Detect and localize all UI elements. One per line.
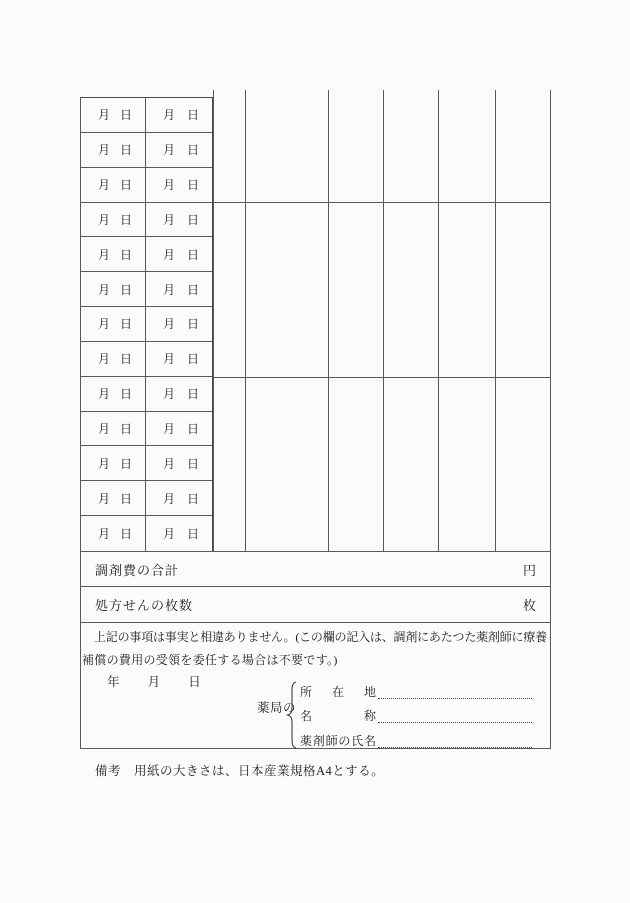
- pharmacy-field-row: [300, 709, 532, 723]
- month-day-cell: [146, 377, 212, 411]
- day-label: 日: [119, 247, 132, 262]
- month-day-row: [81, 516, 212, 551]
- dotted-fill-line: [378, 708, 532, 723]
- month-label: 月: [163, 143, 176, 158]
- table-vline: [495, 90, 496, 552]
- day-label: 日: [186, 143, 199, 158]
- month-day-cell: [81, 446, 146, 480]
- month-label: 月: [163, 108, 176, 123]
- month-day-row: [81, 237, 212, 272]
- month-label: 月: [163, 178, 176, 193]
- dispensing-fee-total-label: 調剤費の合計: [95, 562, 180, 578]
- month-label: 月: [98, 456, 111, 471]
- month-day-cell: [81, 412, 146, 446]
- declaration-cell: [80, 623, 551, 748]
- month-label: 月: [163, 282, 176, 297]
- month-label: 月: [147, 675, 161, 689]
- day-label: 日: [186, 352, 199, 367]
- month-day-table: [80, 97, 213, 552]
- pharmacy-field-label: 薬剤師の氏名: [300, 734, 376, 748]
- left-brace-icon: [286, 681, 298, 753]
- month-day-cell: [81, 342, 146, 376]
- month-day-cell: [81, 133, 146, 167]
- day-label: 日: [186, 178, 199, 193]
- month-label: 月: [163, 422, 176, 437]
- day-label: 日: [119, 422, 132, 437]
- dotted-fill-line: [378, 733, 532, 748]
- day-label: 日: [186, 527, 199, 542]
- day-label: 日: [119, 387, 132, 402]
- day-label: 日: [186, 491, 199, 506]
- month-label: 月: [98, 527, 111, 542]
- month-label: 月: [98, 491, 111, 506]
- month-day-cell: [146, 133, 212, 167]
- month-day-row: [81, 203, 212, 238]
- day-label: 日: [188, 675, 201, 689]
- day-label: 日: [119, 317, 132, 332]
- month-day-row: [81, 133, 212, 168]
- declaration-line-1: 上記の事項は事実と相違ありません。(この欄の記入は、調剤にあたつた薬剤師に療養: [94, 630, 547, 644]
- day-label: 日: [186, 422, 199, 437]
- month-day-row: [81, 168, 212, 203]
- month-label: 月: [163, 247, 176, 262]
- month-label: 月: [163, 456, 176, 471]
- month-day-cell: [146, 412, 212, 446]
- day-label: 日: [119, 282, 132, 297]
- month-label: 月: [163, 317, 176, 332]
- month-day-cell: [81, 98, 146, 132]
- pharmacy-fields: [300, 623, 532, 748]
- prescription-count-label: 処方せんの枚数: [95, 597, 194, 613]
- month-label: 月: [163, 527, 176, 542]
- day-label: 日: [119, 527, 132, 542]
- month-label: 月: [98, 178, 111, 193]
- month-day-cell: [146, 342, 212, 376]
- month-label: 月: [163, 212, 176, 227]
- table-vline: [213, 90, 214, 552]
- day-label: 日: [186, 212, 199, 227]
- month-label: 月: [163, 387, 176, 402]
- month-label: 月: [98, 108, 111, 123]
- month-day-cell: [146, 307, 212, 341]
- month-day-cell: [81, 168, 146, 202]
- month-day-cell: [146, 446, 212, 480]
- month-day-cell: [81, 377, 146, 411]
- month-day-cell: [146, 98, 212, 132]
- month-label: 月: [98, 387, 111, 402]
- month-day-row: [81, 342, 212, 377]
- day-label: 日: [186, 282, 199, 297]
- pharmacy-field-label: 名称: [300, 709, 376, 723]
- table-vline: [328, 90, 329, 552]
- table-hline: [213, 202, 551, 203]
- pharmacy-prefix-label: 薬局の: [257, 701, 297, 715]
- month-day-cell: [81, 203, 146, 237]
- remark-text: 用紙の大きさは、日本産業規格A4とする。: [134, 764, 385, 778]
- month-day-cell: [81, 516, 146, 551]
- sheet-unit-label: 枚: [522, 597, 537, 613]
- pharmacy-field-row: [300, 685, 532, 699]
- month-day-row: [81, 98, 212, 133]
- day-label: 日: [186, 247, 199, 262]
- month-day-row: [81, 377, 212, 412]
- month-day-cell: [81, 307, 146, 341]
- month-day-cell: [146, 516, 212, 551]
- yen-unit-label: 円: [522, 562, 537, 578]
- pharmacy-field-row: [300, 734, 532, 748]
- day-label: 日: [119, 178, 132, 193]
- table-vline: [245, 90, 246, 552]
- month-day-row: [81, 481, 212, 516]
- month-day-cell: [81, 481, 146, 515]
- month-label: 月: [98, 143, 111, 158]
- day-label: 日: [186, 456, 199, 471]
- month-day-cell: [81, 272, 146, 306]
- month-label: 月: [98, 212, 111, 227]
- month-day-cell: [146, 272, 212, 306]
- table-vline: [438, 90, 439, 552]
- day-label: 日: [186, 108, 199, 123]
- day-label: 日: [119, 143, 132, 158]
- month-label: 月: [163, 352, 176, 367]
- day-label: 日: [119, 108, 132, 123]
- dispensing-fee-total-row: [80, 552, 551, 586]
- day-label: 日: [119, 212, 132, 227]
- month-day-cell: [146, 203, 212, 237]
- form-table: [80, 90, 551, 749]
- year-label: 年: [107, 675, 120, 689]
- month-day-cell: [146, 168, 212, 202]
- month-label: 月: [98, 282, 111, 297]
- month-day-cell: [81, 237, 146, 271]
- table-bottom-border: [80, 748, 551, 749]
- pharmacy-field-label: 所在地: [300, 685, 376, 699]
- month-label: 月: [98, 422, 111, 437]
- table-vline: [383, 90, 384, 552]
- remark-label: 備考: [95, 764, 122, 778]
- month-label: 月: [163, 491, 176, 506]
- month-day-row: [81, 446, 212, 481]
- day-label: 日: [119, 352, 132, 367]
- table-hline: [213, 377, 551, 378]
- month-day-cell: [146, 237, 212, 271]
- month-label: 月: [98, 247, 111, 262]
- month-day-row: [81, 272, 212, 307]
- remark-line: [95, 761, 384, 779]
- month-day-row: [81, 412, 212, 447]
- month-label: 月: [98, 317, 111, 332]
- day-label: 日: [119, 456, 132, 471]
- declaration-line-2: 補償の費用の受領を委任する場合は不要です。): [82, 653, 338, 667]
- day-label: 日: [186, 317, 199, 332]
- day-label: 日: [119, 491, 132, 506]
- month-day-cell: [146, 481, 212, 515]
- dotted-fill-line: [378, 684, 532, 699]
- month-day-row: [81, 307, 212, 342]
- date-line: [80, 672, 201, 690]
- day-label: 日: [186, 387, 199, 402]
- prescription-count-row: [80, 587, 551, 621]
- month-label: 月: [98, 352, 111, 367]
